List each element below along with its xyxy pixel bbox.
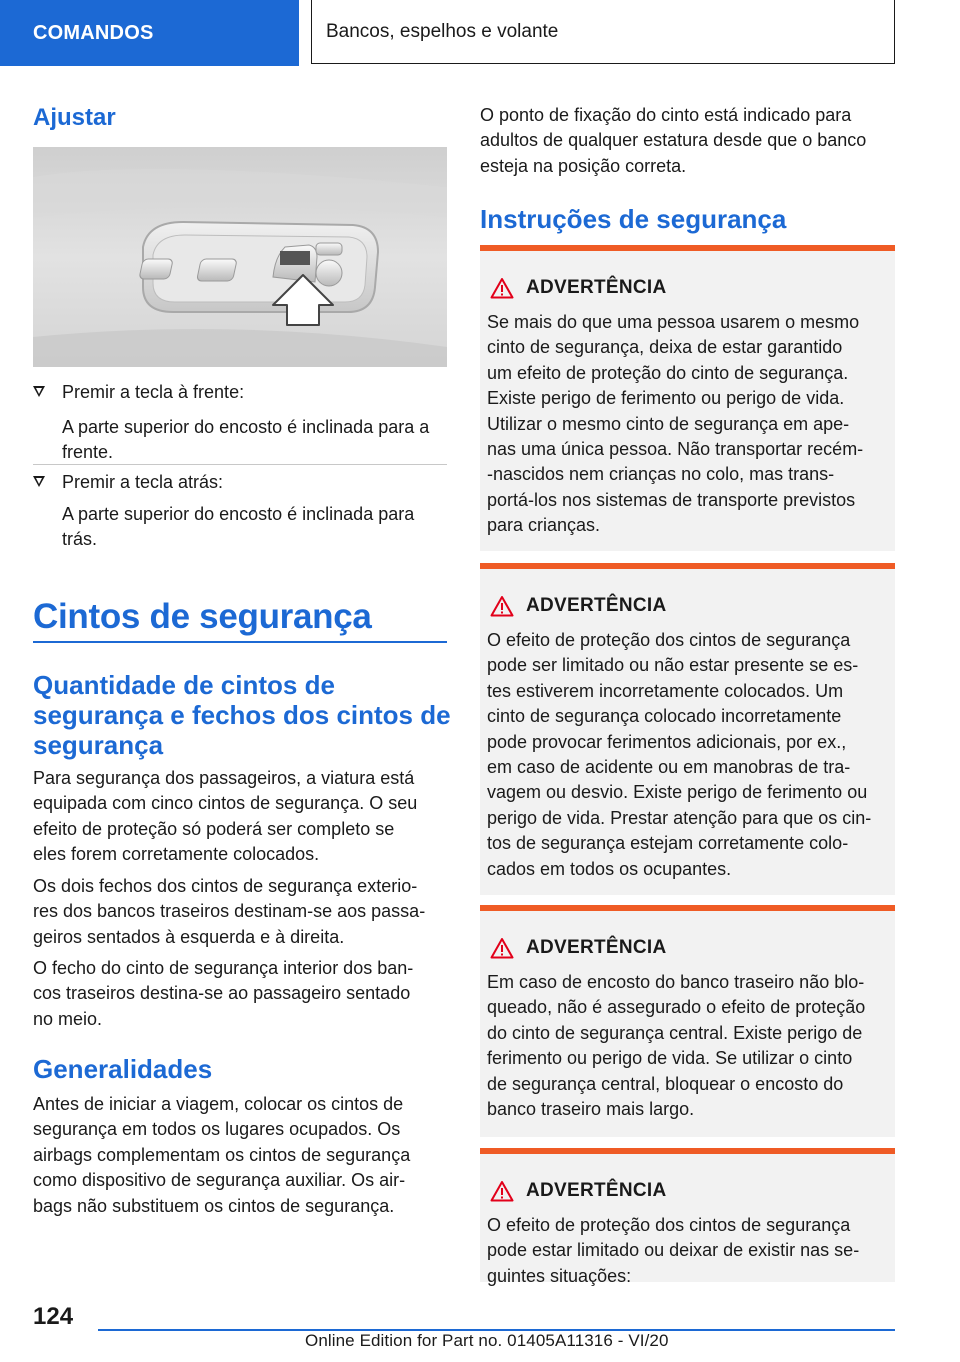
warning-text	[487, 628, 892, 882]
warning-text	[487, 970, 892, 1122]
warning-header	[490, 277, 667, 299]
text-line: perigo de vida. Prestar atenção para que os cin-	[487, 807, 872, 828]
safety-instructions-title: Instruções de segurança	[480, 204, 787, 234]
subsection-title-line: segurança	[33, 730, 164, 760]
header-section-label: COMANDOS	[33, 21, 154, 44]
section-title-rule	[33, 641, 447, 643]
text-line: banco traseiro mais largo.	[487, 1099, 695, 1120]
warning-label: ADVERTÊNCIA	[526, 937, 667, 958]
warning-box	[480, 245, 895, 551]
text-line: Utilizar o mesmo cinto de segurança em ape-	[487, 413, 850, 434]
text-line: Existe perigo de ferimento ou perigo de vida.	[487, 388, 845, 409]
list-item-body	[62, 502, 452, 553]
header-section-tab	[0, 0, 299, 66]
footer-edition: Online Edition for Part no. 01405A11316 - VI/20	[305, 1331, 669, 1350]
list-item-title: Premir a tecla atrás:	[62, 472, 224, 492]
text-line: bags não substituem os cintos de segurança.	[33, 1195, 395, 1216]
list-item-title: Premir a tecla à frente:	[62, 382, 245, 402]
ajustar-heading: Ajustar	[33, 104, 116, 131]
text-line: portá-los nos sistemas de transporte previstos	[487, 489, 856, 510]
warning-box	[480, 905, 895, 1137]
bullet-triangle-icon	[33, 386, 45, 397]
text-line: pode provocar ferimentos adicionais, por ex.,	[487, 731, 847, 752]
text-line: ferimento ou perigo de vida. Se utilizar o cinto	[487, 1048, 853, 1069]
list-item-body-line: A parte superior do encosto é inclinada para	[62, 504, 415, 524]
warning-header	[490, 1180, 667, 1202]
text-line: equipada com cinco cintos de segurança. O seu	[33, 793, 418, 814]
text-line: Os dois fechos dos cintos de segurança exterio-	[33, 876, 418, 896]
text-line: O ponto de fixação do cinto está indicado para	[480, 105, 852, 125]
paragraph-belt-count	[33, 766, 453, 868]
text-line: -nascidos nem crianças no colo, mas trans-	[487, 464, 835, 485]
text-line: cos traseiros destina-se ao passageiro sentado	[33, 983, 411, 1004]
text-line: para crianças.	[487, 515, 601, 536]
text-line: um efeito de proteção do cinto de segurança.	[487, 362, 849, 383]
warning-triangle-icon	[490, 1180, 514, 1202]
text-line: segurança em todos os lugares ocupados. Os	[33, 1119, 401, 1140]
page-number: 124	[33, 1303, 74, 1330]
text-line: Para segurança dos passageiros, a viatura está	[33, 768, 415, 788]
text-line: efeito de proteção só poderá ser completo se	[33, 818, 395, 839]
text-line: como dispositivo de segurança auxiliar. Os air-	[33, 1170, 406, 1191]
text-line: nas uma única pessoa. Não transportar recém-	[487, 439, 864, 460]
paragraph-inner-buckle	[33, 956, 453, 1032]
text-line: tos de segurança estejam corretamente colo-	[487, 833, 849, 854]
text-line: res dos bancos traseiros destinam-se aos passa-	[33, 901, 426, 922]
subsection-title-general: Generalidades	[33, 1054, 213, 1084]
list-item-body-line: frente.	[62, 442, 114, 463]
warning-label: ADVERTÊNCIA	[526, 277, 667, 298]
warning-label: ADVERTÊNCIA	[526, 1180, 667, 1201]
list-divider	[33, 464, 447, 465]
list-item-body	[62, 415, 452, 466]
warning-text	[487, 310, 892, 539]
warning-header	[490, 937, 667, 959]
list-item-body-line: A parte superior do encosto é inclinada para a	[62, 417, 430, 437]
text-line: de segurança central, bloquear o encosto do	[487, 1073, 844, 1094]
warning-triangle-icon	[490, 277, 514, 299]
text-line: cados em todos os ocupantes.	[487, 858, 732, 879]
text-line: no meio.	[33, 1008, 103, 1029]
seat-control-photo	[33, 147, 447, 367]
section-title: Cintos de segurança	[33, 597, 372, 636]
text-line: pode ser limitado ou não estar presente se es-	[487, 655, 859, 676]
text-line: geiros sentados à esquerda e à direita.	[33, 926, 345, 947]
text-line: guintes situações:	[487, 1265, 632, 1286]
text-line: O fecho do cinto de segurança interior dos ban-	[33, 958, 414, 978]
subsection-title-line: segurança e fechos dos cintos de	[33, 700, 451, 730]
text-line: em caso de acidente ou em manobras de tra-	[487, 757, 851, 778]
header-chapter-label: Bancos, espelhos e volante	[326, 20, 559, 42]
text-line: do cinto de segurança central. Existe perigo de	[487, 1022, 863, 1043]
text-line: O efeito de proteção dos cintos de segurança	[487, 1215, 851, 1235]
text-line: O efeito de proteção dos cintos de segurança	[487, 630, 851, 650]
text-line: vagem ou desvio. Existe perigo de ferimento ou	[487, 782, 868, 803]
paragraph-outer-buckles	[33, 874, 453, 950]
text-line: queado, não é assegurado o efeito de proteção	[487, 997, 866, 1018]
subsection-title-belts	[33, 670, 453, 760]
paragraph-general	[33, 1092, 453, 1219]
warning-header	[490, 595, 667, 617]
warning-box	[480, 1148, 895, 1286]
paragraph-anchor-point	[480, 103, 900, 179]
header-chapter-tab	[311, 0, 895, 64]
text-line: adultos de qualquer estatura desde que o banco	[480, 130, 867, 151]
text-line: pode estar limitado ou deixar de existir nas se-	[487, 1240, 860, 1261]
warning-triangle-icon	[490, 937, 514, 959]
bullet-triangle-icon	[33, 476, 45, 487]
text-line: airbags complementam os cintos de segurança	[33, 1144, 411, 1165]
subsection-title-line: Quantidade de cintos de	[33, 670, 335, 700]
text-line: Em caso de encosto do banco traseiro não blo-	[487, 972, 865, 992]
text-line: eles forem corretamente colocados.	[33, 844, 320, 865]
warning-text	[487, 1213, 892, 1289]
warning-label: ADVERTÊNCIA	[526, 595, 667, 616]
text-line: tes estiverem incorretamente colocados. Um	[487, 680, 844, 701]
seat-adjust-illustration	[33, 147, 447, 367]
list-item-body-line: trás.	[62, 529, 98, 550]
warning-triangle-icon	[490, 595, 514, 617]
text-line: esteja na posição correta.	[480, 155, 687, 176]
text-line: cinto de segurança colocado incorretamente	[487, 706, 842, 727]
text-line: cinto de segurança, deixa de estar garantido	[487, 337, 843, 358]
warning-box	[480, 563, 895, 895]
text-line: Antes de iniciar a viagem, colocar os cintos de	[33, 1094, 404, 1114]
text-line: Se mais do que uma pessoa usarem o mesmo	[487, 312, 860, 332]
